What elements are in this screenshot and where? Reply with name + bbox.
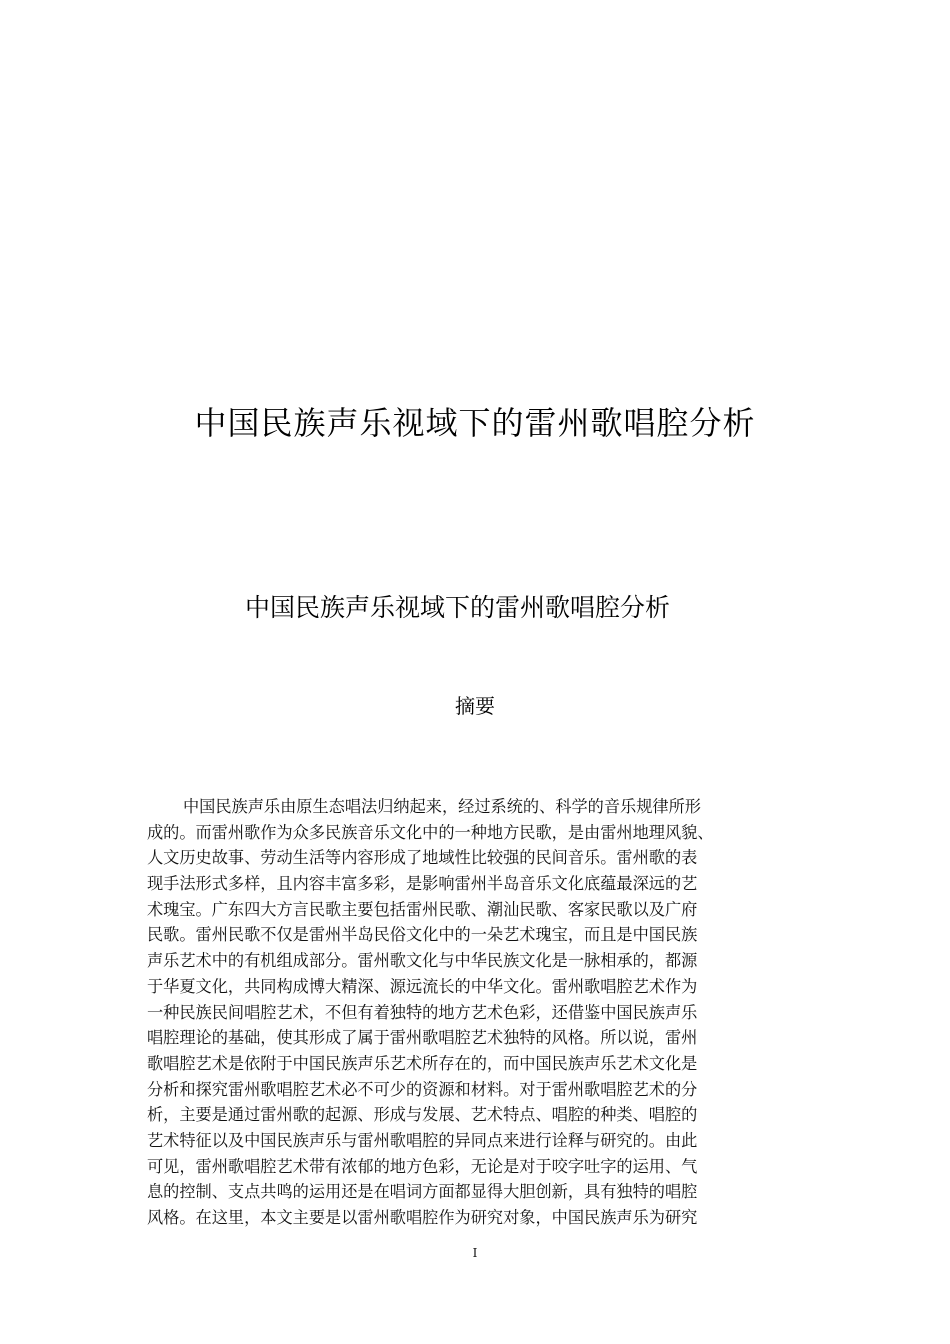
abstract-line: 一种民族民间唱腔艺术，不但有着独特的地方艺术色彩，还借鉴中国民族声乐 [147, 1002, 698, 1022]
abstract-line: 唱腔理论的基础，使其形成了属于雷州歌唱腔艺术独特的风格。所以说，雷州 [147, 1028, 698, 1048]
abstract-body [147, 794, 807, 1231]
section-title: 中国民族声乐视域下的雷州歌唱腔分析 [245, 593, 671, 622]
abstract-line: 艺术特征以及中国民族声乐与雷州歌唱腔的异同点来进行诠释与研究的。由此 [147, 1130, 698, 1150]
abstract-line: 于华夏文化，共同构成博大精深、源远流长的中华文化。雷州歌唱腔艺术作为 [147, 976, 698, 996]
abstract-line: 民歌。雷州民歌不仅是雷州半岛民俗文化中的一朵艺术瑰宝，而且是中国民族 [147, 925, 698, 945]
abstract-line: 息的控制、支点共鸣的运用还是在唱词方面都显得大胆创新，具有独特的唱腔 [147, 1182, 698, 1202]
page-number: I [472, 1246, 478, 1260]
abstract-line: 可见，雷州歌唱腔艺术带有浓郁的地方色彩，无论是对于咬字吐字的运用、气 [147, 1156, 698, 1176]
abstract-line: 现手法形式多样，且内容丰富多彩，是影响雷州半岛音乐文化底蕴最深远的艺 [147, 874, 698, 894]
abstract-heading: 摘要 [455, 694, 495, 718]
abstract-line: 分析和探究雷州歌唱腔艺术必不可少的资源和材料。对于雷州歌唱腔艺术的分 [147, 1079, 698, 1099]
abstract-line: 人文历史故事、劳动生活等内容形成了地域性比较强的民间音乐。雷州歌的表 [147, 848, 698, 868]
abstract-line: 成的。而雷州歌作为众多民族音乐文化中的一种地方民歌，是由雷州地理风貌、 [147, 822, 714, 842]
abstract-line: 术瑰宝。广东四大方言民歌主要包括雷州民歌、潮汕民歌、客家民歌以及广府 [147, 899, 698, 919]
abstract-line: 中国民族声乐由原生态唱法归纳起来，经过系统的、科学的音乐规律所形 [183, 797, 701, 816]
page-title: 中国民族声乐视域下的雷州歌唱腔分析 [194, 404, 756, 442]
abstract-line: 歌唱腔艺术是依附于中国民族声乐艺术所存在的，而中国民族声乐艺术文化是 [147, 1053, 698, 1073]
abstract-line: 声乐艺术中的有机组成部分。雷州歌文化与中华民族文化是一脉相承的，都源 [147, 951, 698, 971]
abstract-line: 风格。在这里，本文主要是以雷州歌唱腔作为研究对象，中国民族声乐为研究 [147, 1208, 698, 1227]
abstract-line: 析，主要是通过雷州歌的起源、形成与发展、艺术特点、唱腔的种类、唱腔的 [147, 1105, 698, 1125]
